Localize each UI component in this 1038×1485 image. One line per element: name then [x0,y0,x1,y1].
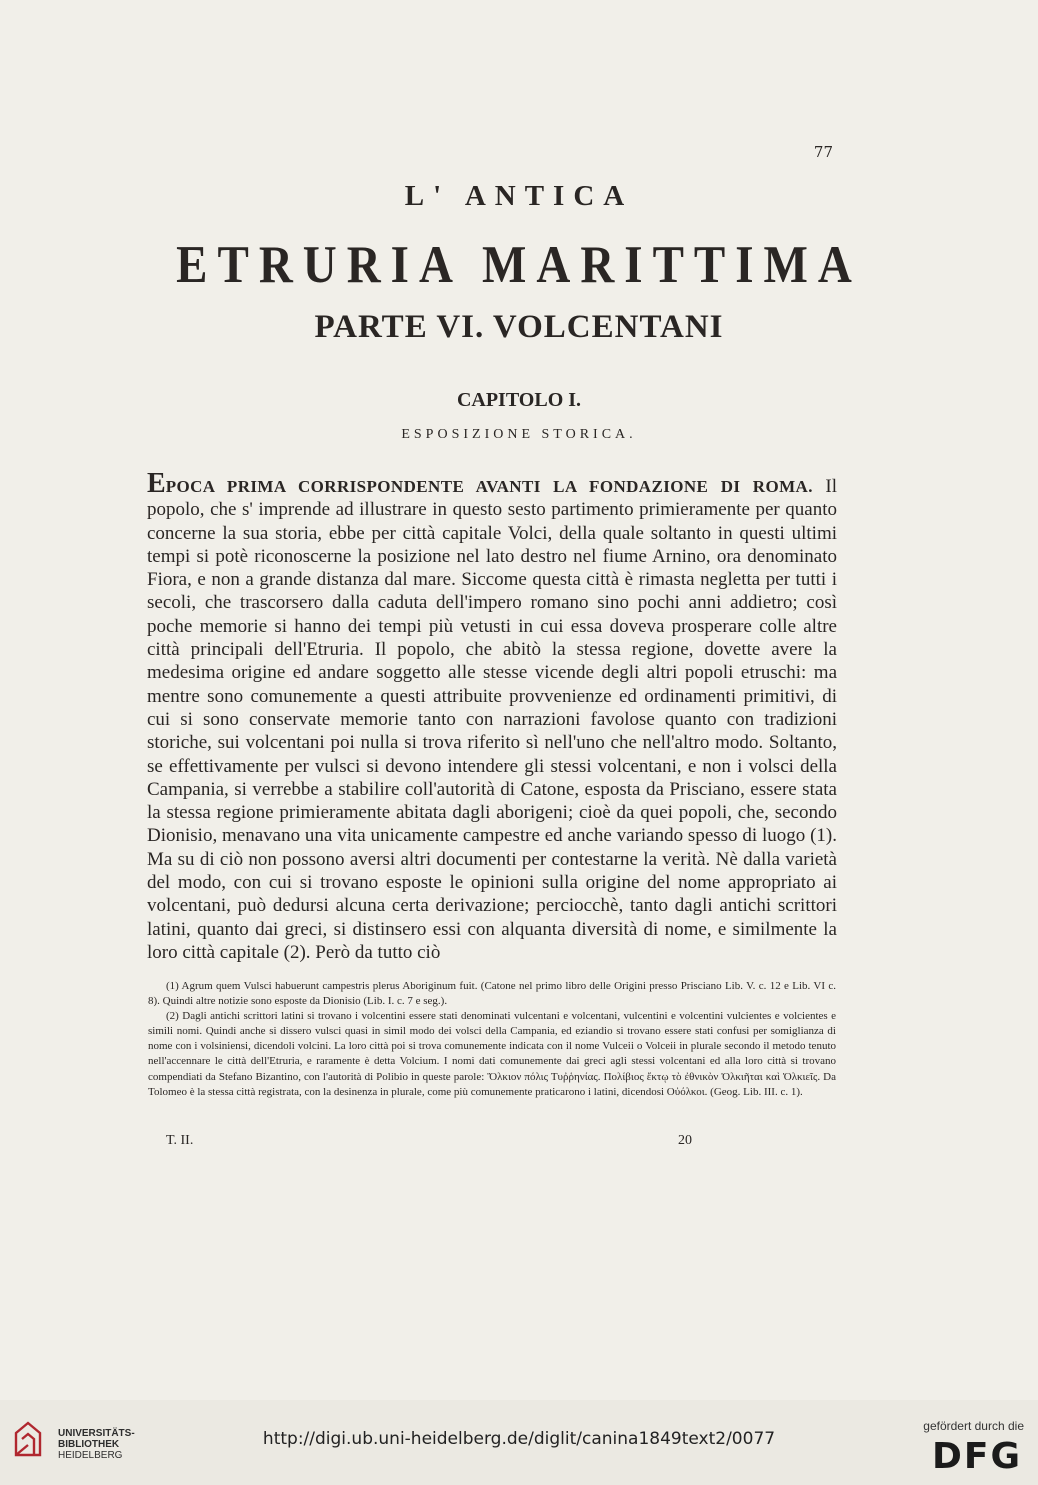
title-small: L' ANTICA [404,180,634,212]
permalink-url[interactable]: http://digi.ub.uni-heidelberg.de/diglit/canina1849text2/0077 [262,1429,776,1449]
library-line: BIBLIOTHEK [58,1439,120,1450]
lead-heading: POCA PRIMA CORRISPONDENTE AVANTI LA FONDAZIONE DI ROMA. [165,477,813,496]
page-number: 77 [813,143,833,161]
library-line: HEIDELBERG [58,1450,123,1461]
library-line: UNIVERSITÄTS- [58,1428,135,1439]
dfg-caption: gefördert durch die [923,1419,1024,1433]
footnote-2: (2) Dagli antichi scrittori latini si trovano i volcentini essere stati denominati vulcentani e volcentani, vulcentini e volcentini vulcientes e volcientes e simili nomi. Quindi anche si dissero vulsci quasi in simil modo dei volsci della Campania, ed eziandio si trovano essere stati confusi per somiglianza di nome con i volsiniensi, dicendoli volcini. La loro città poi si trova comunemente indicata con il nome Vulceii o Volceii in plurale secondo il metodo tenuto nell'accennare le città dell'Etruria, e raramente è detta Volcium. I nomi dati comunemente dai greci agli stessi volcentani ed alla loro città si trovano compendiati da Stefano Bizantino, con l'autorità di Polibio in queste parole: Ὄλκιον πόλις Τυῤῥηνίας. Πολίβιος ἔκτῳ τὸ ἐθνικὸν Ὀλκιῆται καὶ Ὀλκιεῖς. Da Tolomeo è la stessa città registrata, con la desinenza in plurale, come più comunemente praticarono i latini, dicendosi Οὐόλκοι. (Geog. Lib. III. c. 1). [148,1010,836,1098]
drop-initial: E [147,468,166,499]
body-text [147,468,837,964]
title-big: ETRURIA MARITTIMA [176,235,862,295]
volume-mark: T. II. [166,1133,194,1148]
chapter-subtitle: ESPOSIZIONE STORICA. [401,427,637,442]
footnote-1: (1) Agrum quem Vulsci habuerunt campestris plerus Aboriginum fuit. (Catone nel primo libro delle Origini presso Prisciano Lib. V. c. 12 e Lib. VI c. 8). Quindi altre notizie sono esposte da Dionisio (Lib. I. c. 7 e seg.). [148,980,836,1008]
chapter-title: CAPITOLO I. [456,389,582,411]
signature-mark: 20 [678,1133,692,1148]
body-paragraph: Il popolo, che s' imprende ad illustrare in questo sesto partimento primieramente per quanto concerne la sua storia, ebbe per città capitale Volci, della quale soltanto in questi ultimi tempi si potè riconoscerne la posizione nel lato destro nel fiume Arnino, ora denominato Fiora, e non a grande distanza dal mare. Siccome questa città è rimasta negletta per tutti i secoli, che trascorsero dalla caduta dell'impero romano sino pochi anni addietro; così poche memorie si hanno dei tempi più vetusti in cui essa doveva prosperare colle altre città principali dell'Etruria. Il popolo, che abitò la stessa regione, dovette avere la medesima origine ed andare soggetto alle stesse vicende degli altri popoli etruschi: ma mentre sono comunemente a questi attribuite provvenienze ed ordinamenti primitivi, di cui si sono conservate memorie tanto con narrazioni favolose quanto con tradizioni storiche, sui volcentani poi nulla si trova riferito sì nell'uno che nell'altro modo. Soltanto, se effettivamente per vulsci si devono intendere gli stessi volcentani, e non i volsci della Campania, si verrebbe a stabilire coll'autorità di Catone, esposta da Prisciano, essere stata la stessa regione primieramente abitata dagli aborigeni; cioè da quei popoli, che, secondo Dionisio, menavano una vita unicamente campestre ed anche variando spesso di luogo (1). Ma su di ciò non possono aversi altri documenti per contestarne la verità. Nè dalla varietà del modo, con cui si trovano esposte le opinioni sulla origine del nome appropriato ai volcentani, può dedursi alcuna certa derivazione; perciocchè, tanto dagli antichi scrittori latini, quanto dai greci, si distinsero essi con alquanta diversità di nome, e similmente la loro città capitale (2). Però da tutto ciò [147,476,837,963]
part-title: PARTE VI. VOLCENTANI [314,309,724,345]
footnotes [148,979,836,1100]
dfg-logo-icon[interactable]: DFG [931,1436,1022,1477]
